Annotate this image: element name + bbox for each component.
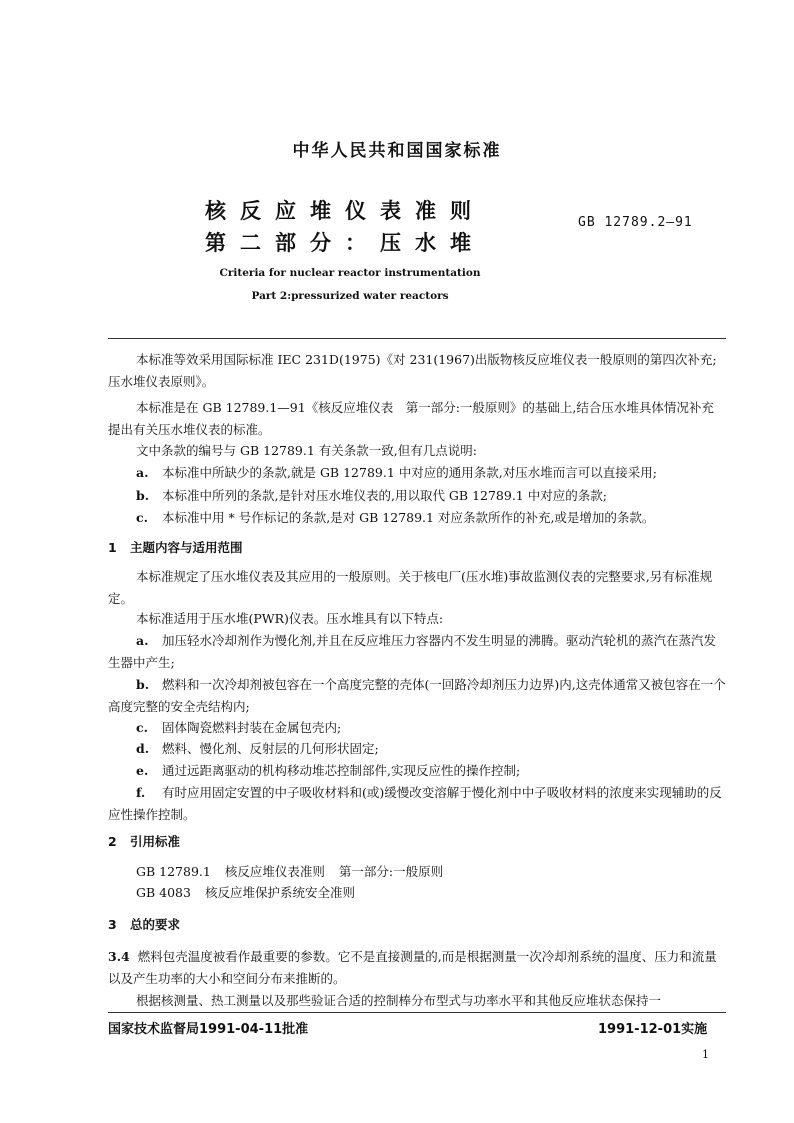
english-title: Criteria for nuclear reactor instrumentation (219, 267, 481, 279)
item-text: 通过远距离驱动的机构移动堆芯控制部件,实现反应性的操作控制; (162, 763, 521, 778)
title-line-1: 核反应堆仪表准则 (205, 199, 485, 223)
section-title: 总的要求 (130, 917, 181, 932)
item-text: 本标准中所缺少的条款,就是 GB 12789.1 中对应的通用条款,对压水堆而言可以直接采用; (162, 465, 657, 480)
feature-item (108, 782, 726, 826)
footer-divider (108, 1012, 726, 1013)
section-title: 引用标准 (130, 834, 181, 849)
national-standard-heading: 中华人民共和国国家标准 (292, 141, 502, 161)
section-1-paragraph-2: 本标准适用于压水堆(PWR)仪表。压水堆具有以下特点: (136, 611, 444, 626)
preface-item (108, 485, 726, 507)
clause-number: 3.4 (108, 949, 130, 964)
item-text: 固体陶瓷燃料封装在金属包壳内; (162, 720, 342, 735)
item-label: d. (136, 741, 150, 756)
feature-item (108, 760, 726, 782)
section-1-paragraph-1: 本标准规定了压水堆仪表及其应用的一般原则。关于核电厂(压水堆)事故监测仪表的完整要求,另有标准规定。 (108, 569, 713, 606)
reference-title: 核反应堆保护系统安全准则 (204, 885, 355, 900)
clause-text: 燃料包壳温度被看作最重要的参数。它不是直接测量的,而是根据测量一次冷却剂系统的温度、压力和流量以及产生功率的大小和空间分布来推断的。 (108, 949, 717, 986)
item-label: e. (136, 763, 149, 778)
effective-date: 1991-12-01实施 (598, 1022, 708, 1037)
preface-item (108, 462, 726, 484)
header-divider (108, 338, 726, 339)
item-text: 燃料和一次冷却剂被包容在一个高度完整的壳体(一回路冷却剂压力边界)内,这壳体通常又被包容在一个高度完整的安全壳结构内; (108, 677, 726, 714)
section-2-heading (108, 832, 180, 850)
preface-paragraph-2: 本标准是在 GB 12789.1—91《核反应堆仪表 第一部分:一般原则》的基础上,结合压水堆具体情况补充提出有关压水堆仪表的标准。 (108, 400, 714, 437)
section-3-paragraph-continued: 根据核测量、热工测量以及那些验证合适的控制棒分布型式与功率水平和其他反应堆状态保持一 (136, 993, 662, 1008)
reference-code: GB 4083 (136, 885, 191, 900)
section-number: 3 (108, 917, 117, 932)
feature-item (108, 738, 726, 760)
standard-number: GB 12789.2—91 (578, 215, 693, 230)
section-1-heading (108, 538, 243, 556)
reference-title: 核反应堆仪表准则 (224, 864, 325, 879)
section-number: 2 (108, 834, 117, 849)
item-label: a. (136, 465, 149, 480)
item-text: 本标准中用 * 号作标记的条款,是对 GB 12789.1 对应条款所作的补充,或是增加的条款。 (162, 510, 655, 525)
reference-part: 第一部分:一般原则 (338, 864, 444, 879)
item-text: 本标准中所列的条款,是针对压水堆仪表的,用以取代 GB 12789.1 中对应的条款; (162, 488, 607, 503)
item-label: a. (136, 633, 149, 648)
section-title: 主题内容与适用范围 (130, 540, 243, 555)
item-label: c. (136, 720, 148, 735)
item-text: 加压轻水冷却剂作为慢化剂,并且在反应堆压力容器内不发生明显的沸腾。驱动汽轮机的蒸汽在蒸汽发生器中产生; (108, 633, 716, 670)
preface-paragraph-1: 本标准等效采用国际标准 IEC 231D(1975)《对 231(1967)出版物核反应堆仪表一般原则的第四次补充;压水堆仪表原则》。 (108, 352, 717, 389)
section-3-heading (108, 915, 180, 933)
title-line-2: 第二部分：压水堆 (205, 231, 485, 255)
reference-item (136, 862, 443, 880)
item-label: c. (136, 510, 148, 525)
approval-line: 国家技术监督局1991-04-11批准 (108, 1022, 309, 1037)
preface-paragraph-3: 文中条款的编号与 GB 12789.1 有关条款一致,但有几点说明: (136, 443, 477, 458)
page-number: 1 (702, 1048, 709, 1061)
feature-item (108, 674, 726, 718)
preface-item (108, 507, 726, 529)
item-label: f. (136, 785, 146, 800)
item-text: 燃料、慢化剂、反射层的几何形状固定; (162, 741, 379, 756)
reference-code: GB 12789.1 (136, 864, 211, 879)
section-number: 1 (108, 540, 117, 555)
feature-item (108, 630, 726, 674)
item-label: b. (136, 677, 150, 692)
item-label: b. (136, 488, 150, 503)
reference-item (136, 883, 355, 901)
clause-3-4 (108, 946, 726, 990)
feature-item (108, 717, 726, 739)
item-text: 有时应用固定安置的中子吸收材料和(或)缓慢改变溶解于慢化剂中中子吸收材料的浓度来实现辅助的反应性操作控制。 (108, 785, 722, 822)
english-subtitle: Part 2:pressurized water reactors (251, 290, 449, 302)
